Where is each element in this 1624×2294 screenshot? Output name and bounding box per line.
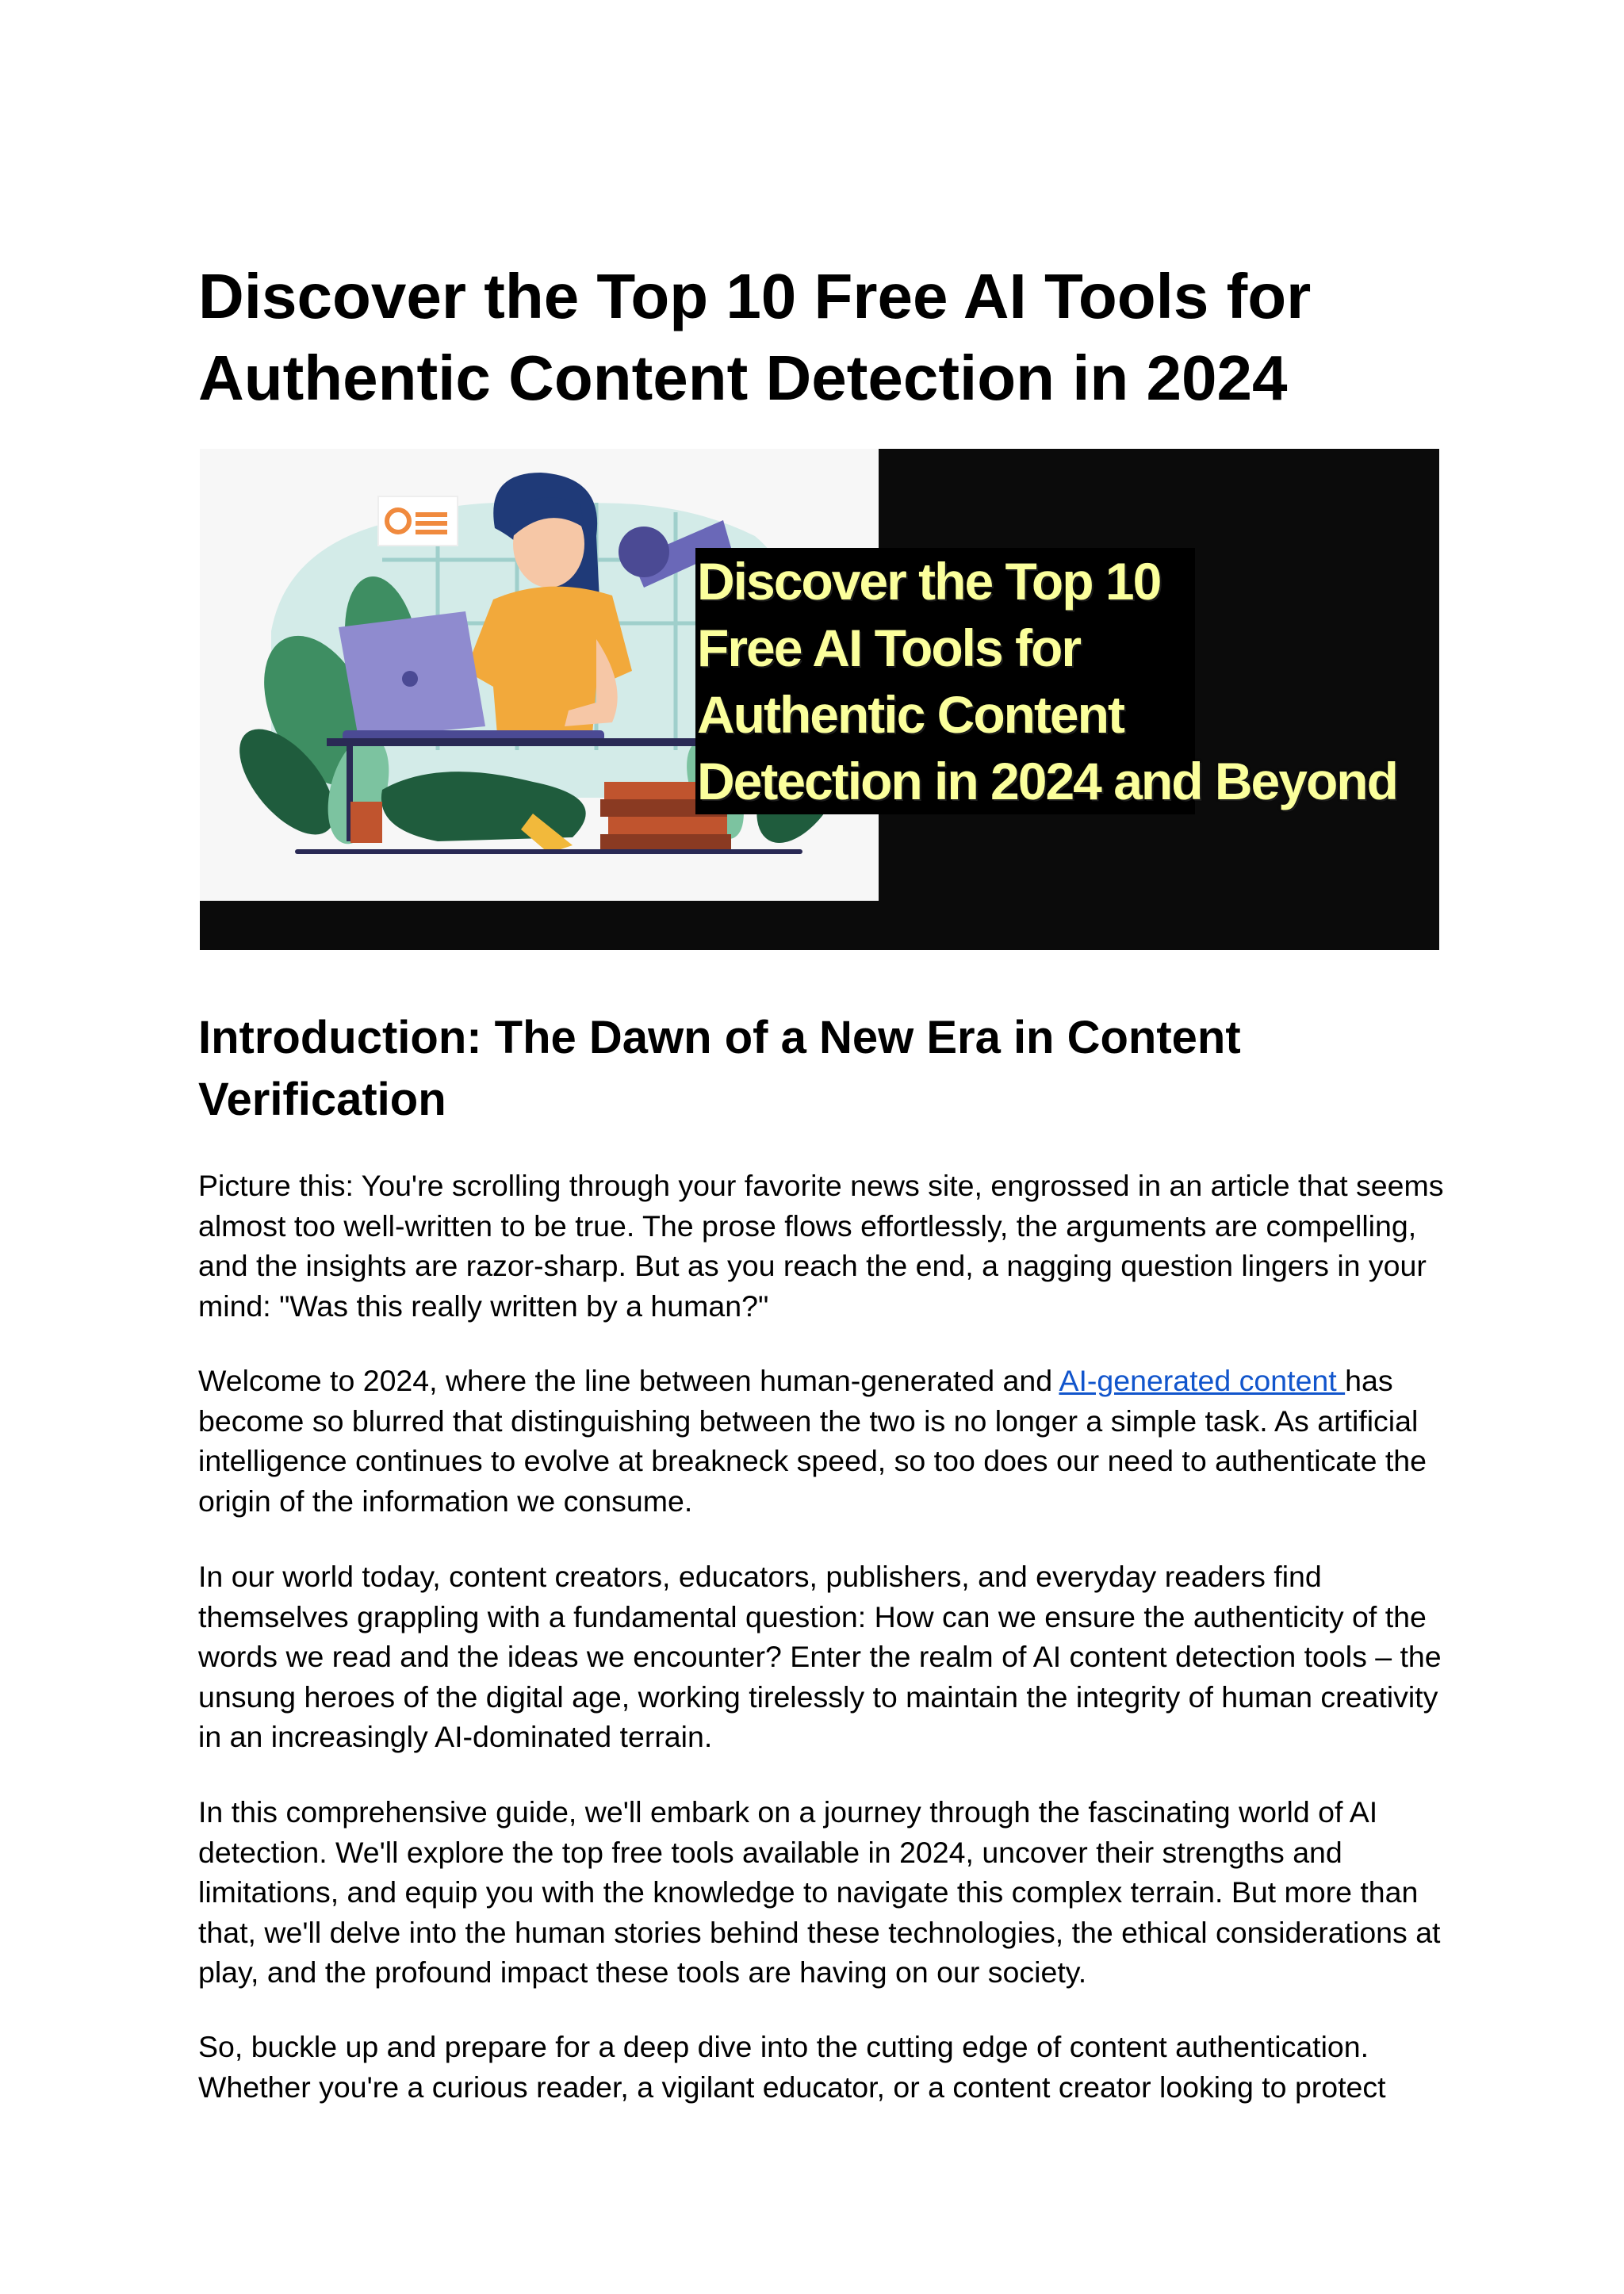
- paragraph-2-text-before: Welcome to 2024, where the line between human-generated and: [198, 1364, 1059, 1397]
- paragraph-4: In this comprehensive guide, we'll embark on a journey through the fascinating world of AI detection. We'll explore the top free tools available in 2024, uncover their strengths and limitations, and equip you with the knowledge to navigate this complex terrain. But more than that, we'll delve into the human stories behind these technologies, the ethical considerations at play, and the profound impact these tools are having on our society.: [198, 1795, 1441, 1989]
- hero-overlay-line: Authentic Content: [697, 685, 1124, 744]
- paragraph-5: So, buckle up and prepare for a deep dive into the cutting edge of content authentication. Whether you're a curious reader, a vigilant educator, or a content creator looking to protect: [198, 2030, 1386, 2104]
- hero-image: [200, 449, 1439, 950]
- ai-generated-content-link[interactable]: AI-generated content: [1059, 1364, 1346, 1397]
- paragraph-3: In our world today, content creators, educators, publishers, and everyday readers find themselves grappling with a fundamental question: How can we ensure the authenticity of the words we read and the ideas we encounter? Enter the realm of AI content detection tools – the unsung heroes of the digital age, working tirelessly to maintain the integrity of human creativity in an increasingly AI-dominated terrain.: [198, 1560, 1442, 1753]
- hero-overlay-line: Free AI Tools for: [697, 618, 1081, 677]
- page-title: Discover the Top 10 Free AI Tools for Authentic Content Detection in 2024: [198, 261, 1312, 413]
- paragraph-1: Picture this: You're scrolling through your favorite news site, engrossed in an article that seems almost too well-written to be true. The prose flows effortlessly, the arguments are compelling, and the insights are razor-sharp. But as you reach the end, a nagging question lingers in your mind: "Was this really written by a human?": [198, 1169, 1444, 1323]
- hero-overlay-line: Detection in 2024 and Beyond: [697, 752, 1397, 810]
- section-heading-introduction: Introduction: The Dawn of a New Era in Content Verification: [198, 1012, 1241, 1125]
- paragraph-2: [198, 1361, 1451, 1521]
- hero-overlay-line: Discover the Top 10: [697, 552, 1161, 611]
- paragraph-2-text-after: has become so blurred that distinguishing between the two is no longer a simple task. As artificial intelligence continues to evolve at breakneck speed, so too does our need to authenticate the origin of the information we consume.: [198, 1364, 1427, 1518]
- hero-overlay-text: [695, 548, 1397, 814]
